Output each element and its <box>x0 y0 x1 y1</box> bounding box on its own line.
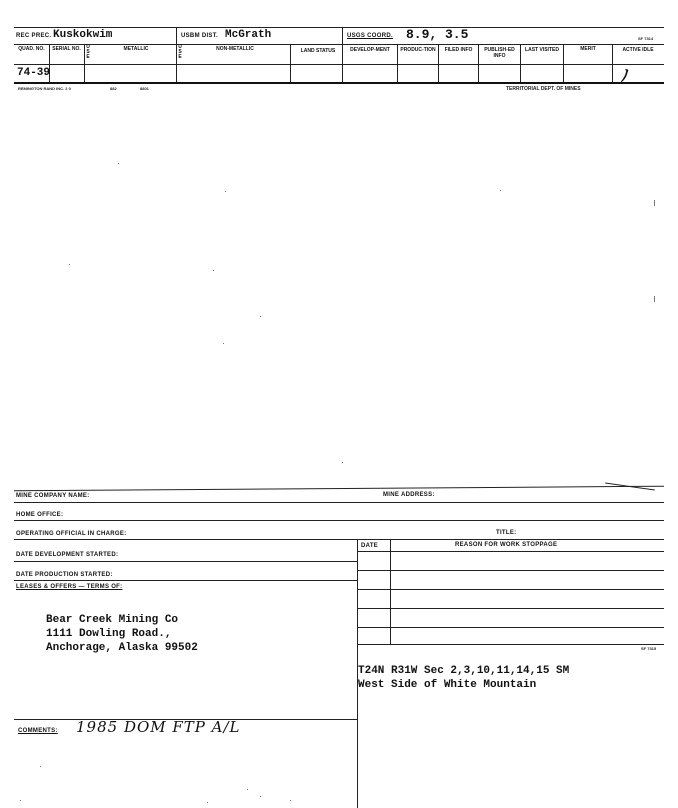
comments-label: COMMENTS: <box>18 728 58 734</box>
header-last-visited: LAST VISITED <box>525 47 559 53</box>
printer-code-1: 882 <box>110 86 117 91</box>
usgs-coord-value: 8.9, 3.5 <box>406 27 469 42</box>
header-filed-info: FILED INFO <box>444 47 473 53</box>
date-column-header: DATE <box>361 543 379 549</box>
leases-offers-label: LEASES & OFFERS — TERMS OF: <box>16 584 123 590</box>
date-production-label: DATE PRODUCTION STARTED: <box>16 572 113 578</box>
address-line-3: Anchorage, Alaska 99502 <box>46 642 198 654</box>
date-development-label: DATE DEVELOPMENT STARTED: <box>16 552 119 558</box>
title-label: TITLE: <box>496 530 517 536</box>
header-merit: MERIT <box>580 46 596 52</box>
form-number-bottom: SF 7315 <box>641 646 657 651</box>
header-land-status: LAND STATUS <box>300 48 336 54</box>
address-line-2: 1111 Dowling Road., <box>46 628 172 640</box>
mine-address-label: MINE ADDRESS: <box>383 492 435 498</box>
header-quad-no: QUAD. NO. <box>18 46 45 52</box>
header-metallic: METALLIC <box>123 46 149 52</box>
header-use-a: U S E <box>86 44 90 60</box>
comments-handwritten-value: 1985 DOM FTP A/L <box>76 718 241 736</box>
header-non-metallic: NON-METALLIC <box>216 46 254 52</box>
location-line-1: T24N R31W Sec 2,3,10,11,14,15 SM <box>358 665 570 677</box>
printer-code-2: 8801 <box>140 86 149 91</box>
mine-company-label: MINE COMPANY NAME: <box>16 493 90 499</box>
usbm-dist-value: McGrath <box>225 29 272 41</box>
reason-column-header: REASON FOR WORK STOPPAGE <box>455 542 558 548</box>
territorial-dept: TERRITORIAL DEPT. OF MINES <box>506 86 581 92</box>
location-line-2: West Side of White Mountain <box>358 679 537 691</box>
idle-check-mark-icon: ﾉ <box>621 66 630 85</box>
header-active-idle: ACTIVE IDLE <box>622 47 654 53</box>
header-published-info: PUBLISH-ED INFO <box>484 47 515 59</box>
operating-official-label: OPERATING OFFICIAL IN CHARGE: <box>16 531 127 537</box>
printer-line: REMINGTON RAND INC. 2 0 <box>18 86 71 91</box>
header-development: DEVELOP-MENT <box>350 47 390 53</box>
rec-prec-value: Kuskokwim <box>53 29 113 41</box>
header-serial-no: SERIAL NO. <box>52 46 81 52</box>
usbm-dist-label: USBM DIST. <box>181 33 219 39</box>
address-line-1: Bear Creek Mining Co <box>46 614 179 626</box>
form-number-top: SF 7314 <box>638 36 654 41</box>
rec-prec-label: REC PREC. <box>16 33 52 39</box>
usgs-coord-label: USGS COORD. <box>347 33 393 39</box>
home-office-label: HOME OFFICE: <box>16 512 64 518</box>
header-production: PRODUC-TION <box>400 47 436 53</box>
header-use-b: U S E <box>178 44 182 60</box>
quad-no-value: 74-39 <box>17 67 51 79</box>
